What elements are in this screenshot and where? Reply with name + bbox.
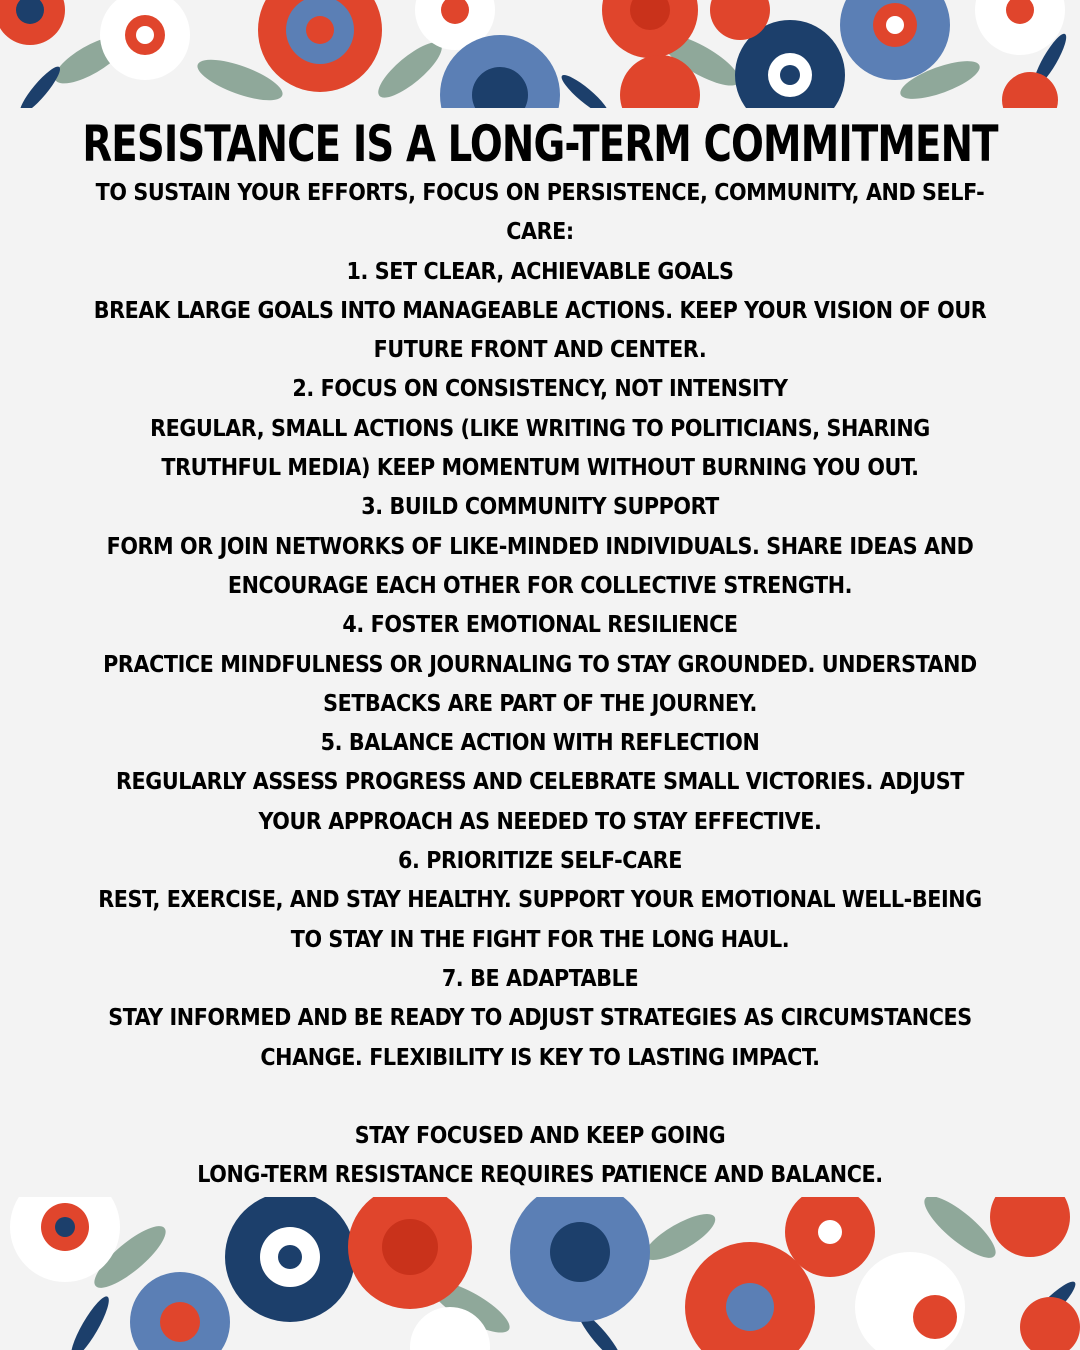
step-3-heading: 3. BUILD COMMUNITY SUPPORT <box>361 494 719 521</box>
step-1-heading: 1. SET CLEAR, ACHIEVABLE GOALS <box>346 258 734 285</box>
step-7-heading: 7. BE ADAPTABLE <box>441 965 639 992</box>
step-2-heading: 2. FOCUS ON CONSISTENCY, NOT INTENSITY <box>292 376 788 403</box>
floral-border-top <box>0 0 1080 108</box>
floral-border-bottom <box>0 1197 1080 1350</box>
step-6-heading: 6. PRIORITIZE SELF-CARE <box>398 848 682 875</box>
step-4-heading: 4. FOSTER EMOTIONAL RESILIENCE <box>342 612 738 639</box>
spacer <box>90 1078 990 1117</box>
body-text <box>90 174 990 1274</box>
closing-heading: STAY FOCUSED AND KEEP GOING <box>354 1123 726 1150</box>
step-5-heading: 5. BALANCE ACTION WITH REFLECTION <box>320 730 760 757</box>
floral-border-icon <box>0 0 1080 108</box>
step-6-text: REST, EXERCISE, AND STAY HEALTHY. SUPPORT YOUR EMOTIONAL WELL-BEING TO STAY IN THE FIGHT FOR THE LONG HAUL. <box>98 887 982 953</box>
closing-line-1: LONG-TERM RESISTANCE REQUIRES PATIENCE AND BALANCE. <box>197 1162 883 1189</box>
step-1-text: BREAK LARGE GOALS INTO MANAGEABLE ACTIONS. KEEP YOUR VISION OF OUR FUTURE FRONT AND CENTER. <box>93 297 987 364</box>
step-2-text: REGULAR, SMALL ACTIONS (LIKE WRITING TO POLITICIANS, SHARING TRUTHFUL MEDIA) KEEP MOMENTUM WITHOUT BURNING YOU OUT. <box>150 415 930 482</box>
step-7-text: STAY INFORMED AND BE READY TO ADJUST STRATEGIES AS CIRCUMSTANCES CHANGE. FLEXIBILITY IS KEY TO LASTING IMPACT. <box>108 1005 972 1071</box>
page-title: RESISTANCE IS A LONG-TERM COMMITMENT <box>82 115 998 173</box>
step-5-text: REGULARLY ASSESS PROGRESS AND CELEBRATE SMALL VICTORIES. ADJUST YOUR APPROACH AS NEEDED TO STAY EFFECTIVE. <box>115 769 965 835</box>
intro-text: TO SUSTAIN YOUR EFFORTS, FOCUS ON PERSISTENCE, COMMUNITY, AND SELF-CARE: <box>95 180 985 246</box>
main-content <box>0 108 1080 1197</box>
floral-border-icon <box>0 1197 1080 1350</box>
step-3-text: FORM OR JOIN NETWORKS OF LIKE-MINDED INDIVIDUALS. SHARE IDEAS AND ENCOURAGE EACH OTHER FOR COLLECTIVE STRENGTH. <box>106 533 974 599</box>
step-4-text: PRACTICE MINDFULNESS OR JOURNALING TO STAY GROUNDED. UNDERSTAND SETBACKS ARE PART OF THE JOURNEY. <box>103 651 977 717</box>
